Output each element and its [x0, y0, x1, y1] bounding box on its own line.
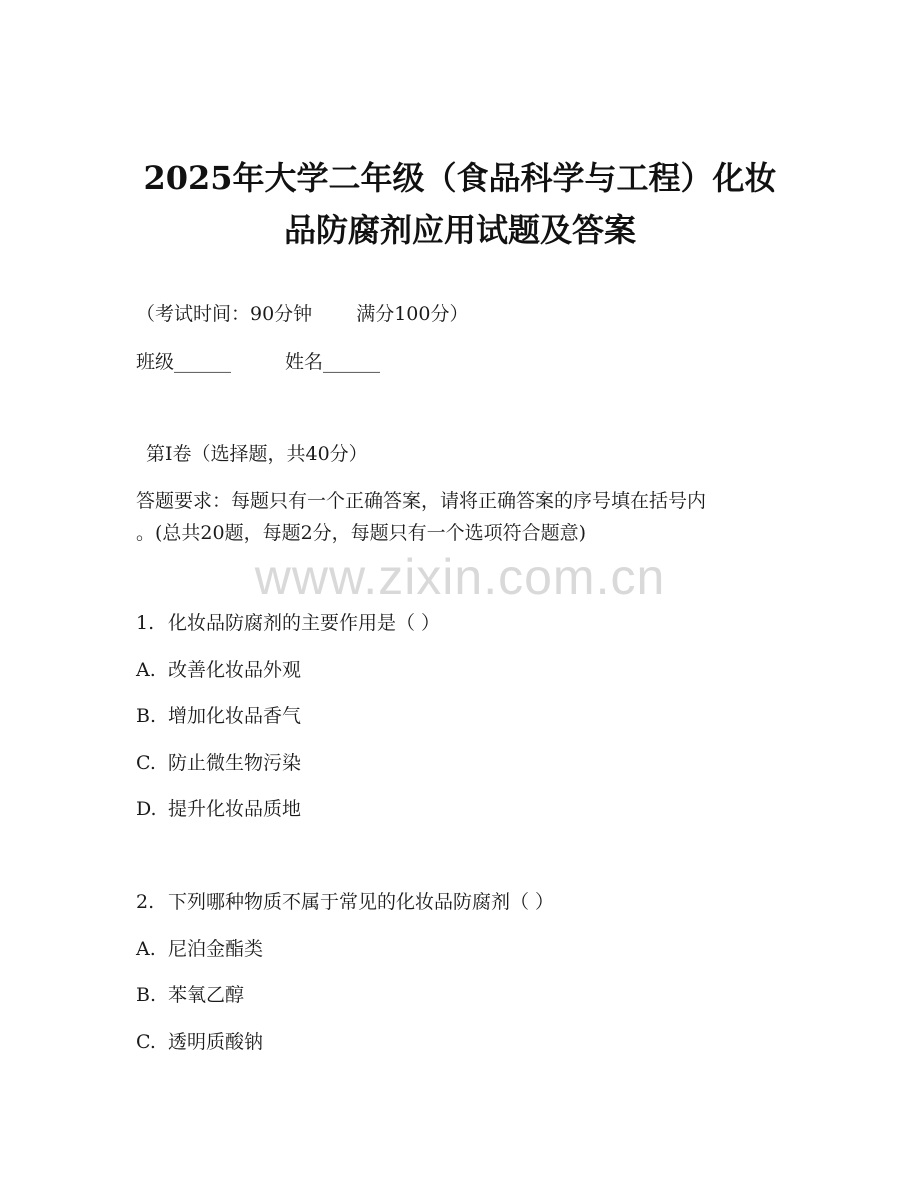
instructions-line-2: 。(总共20题，每题2分，每题只有一个选项符合题意): [136, 522, 587, 544]
question-text: 化妆品防腐剂的主要作用是（ ）: [168, 612, 441, 634]
option-text: 提升化妆品质地: [168, 798, 302, 820]
option-letter: D.: [136, 798, 157, 820]
option-text: 增加化妆品香气: [168, 705, 302, 727]
question-number: 1.: [136, 612, 155, 634]
option-letter: B.: [136, 984, 157, 1006]
option-text: 改善化妆品外观: [168, 659, 302, 681]
option-text: 防止微生物污染: [168, 752, 302, 774]
option-letter: A.: [136, 659, 156, 681]
question-1: [136, 610, 440, 636]
question-1-option-d: [136, 796, 301, 822]
option-letter: A.: [136, 938, 156, 960]
name-field: 姓名______: [285, 351, 381, 373]
question-1-option-a: [136, 657, 301, 683]
student-fields: [136, 349, 380, 375]
question-2-option-c: [136, 1029, 263, 1055]
instructions-line-1: 答题要求：每题只有一个正确答案，请将正确答案的序号填在括号内: [136, 490, 707, 512]
option-text: 透明质酸钠: [168, 1031, 264, 1053]
exam-info: [136, 301, 468, 327]
question-1-option-c: [136, 750, 301, 776]
option-letter: C.: [136, 752, 156, 774]
question-2-option-b: [136, 982, 244, 1008]
option-text: 尼泊金酯类: [168, 938, 264, 960]
watermark: www.zixin.com.cn: [254, 549, 666, 605]
question-number: 2.: [136, 891, 155, 913]
question-2-option-a: [136, 936, 263, 962]
option-letter: B.: [136, 705, 157, 727]
question-2: [136, 889, 554, 915]
exam-full-score: 满分100分）: [356, 303, 469, 325]
document-title-line-2: 品防腐剂应用试题及答案: [283, 211, 636, 249]
question-1-option-b: [136, 703, 301, 729]
exam-time: （考试时间：90分钟: [136, 303, 313, 325]
section-title: 第I卷（选择题，共40分）: [146, 443, 368, 465]
document-title-line-1: 2025年大学二年级（食品科学与工程）化妆: [143, 159, 777, 197]
option-text: 苯氧乙醇: [168, 984, 245, 1006]
class-field: 班级______: [136, 351, 232, 373]
option-letter: C.: [136, 1031, 156, 1053]
question-text: 下列哪种物质不属于常见的化妆品防腐剂（ ）: [168, 891, 555, 913]
